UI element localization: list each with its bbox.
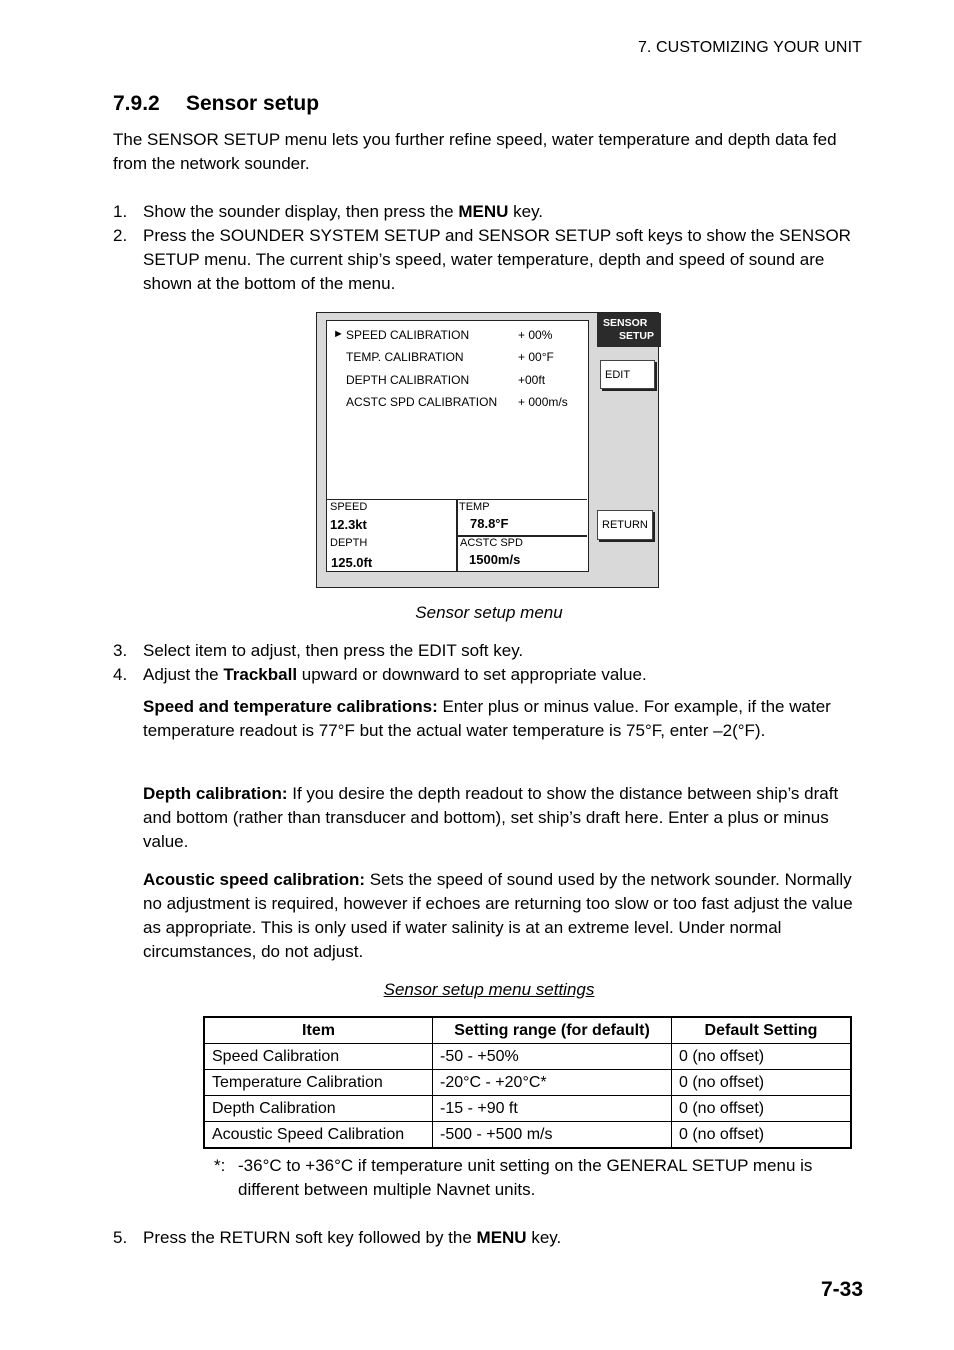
table-row: Temperature Calibration -20°C - +20°C* 0 (no offset): [204, 1070, 851, 1096]
note-acoustic: Acoustic speed calibration: Sets the speed of sound used by the network sounder. Normally no adjustment is required, however if echoes are returning too slow or too fast adjust the value as appropriate. This is only used if water salinity is at an extreme level. Under normal circumstances, do not adjust.: [143, 870, 853, 961]
intro-paragraph: The SENSOR SETUP menu lets you further refine speed, water temperature and depth data fed from the network sounder.: [113, 130, 837, 173]
section-heading: [113, 92, 319, 116]
table-caption: Sensor setup menu settings: [383, 980, 595, 999]
step-5: 5. Press the RETURN soft key followed by the MENU key.: [113, 1226, 873, 1250]
column-header: Item: [204, 1017, 433, 1044]
steps-list-1: [113, 200, 873, 296]
note-depth: Depth calibration: If you desire the depth readout to show the distance between ship’s draft and bottom (rather than transducer and bottom), set ship’s draft here. Enter a plus or minus value.: [143, 784, 839, 851]
section-number: 7.9.2: [113, 92, 160, 115]
step-number: 3.: [113, 641, 128, 660]
menu-item-speed-calibration[interactable]: ► SPEED CALIBRATION + 00%: [333, 328, 553, 342]
table-row: Speed Calibration -50 - +50% 0 (no offset): [204, 1044, 851, 1070]
page-number: 7-33: [820, 1278, 863, 1301]
note-speed-temp: Speed and temperature calibrations: Enter plus or minus value. For example, if the water temperature readout is 77°F but the actual water temperature is 75°F, enter –2(°F).: [143, 697, 831, 740]
edit-softkey[interactable]: EDIT: [600, 360, 655, 389]
step-number: 5.: [113, 1228, 128, 1247]
softkey-title-sensor-setup: SENSOR SETUP: [597, 313, 661, 347]
step-number: 4.: [113, 665, 128, 684]
steps-list-3: [113, 1226, 873, 1250]
key-name: MENU: [458, 202, 509, 221]
footnote-mark: *:: [214, 1156, 226, 1175]
cursor-pointer-icon: ►: [333, 328, 344, 340]
footnote-text: -36°C to +36°C if temperature unit setting on the GENERAL SETUP menu is different between multiple Navnet units.: [238, 1156, 813, 1199]
column-header: Default Setting: [672, 1017, 852, 1044]
steps-list-2: [113, 639, 873, 687]
speed-readout: SPEED 12.3kt: [330, 501, 368, 532]
step-number: 1.: [113, 202, 128, 221]
table-header-row: [204, 1017, 851, 1044]
step-2: 2. Press the SOUNDER SYSTEM SETUP and SENSOR SETUP soft keys to show the SENSOR SETUP menu. The current ship’s speed, water temperature, depth and speed of sound are shown at the bottom of the menu.: [113, 226, 851, 293]
table-row: Acoustic Speed Calibration -500 - +500 m/s 0 (no offset): [204, 1122, 851, 1149]
settings-table: [203, 1016, 852, 1149]
table-footnote: [214, 1154, 854, 1202]
menu-item-depth-calibration[interactable]: DEPTH CALIBRATION +00ft: [346, 373, 546, 387]
acstc-spd-readout: ACSTC SPD 1500m/s: [460, 537, 523, 567]
menu-item-temp-calibration[interactable]: TEMP. CALIBRATION + 00°F: [346, 350, 554, 364]
step-1: 1. Show the sounder display, then press the MENU key.: [113, 200, 873, 224]
step-3: 3. Select item to adjust, then press the EDIT soft key.: [113, 639, 873, 663]
figure-caption: Sensor setup menu: [415, 603, 563, 622]
section-title: Sensor setup: [186, 92, 320, 115]
temp-readout: TEMP 78.8°F: [459, 501, 509, 531]
sensor-setup-screen: [316, 312, 659, 588]
table-row: Depth Calibration -15 - +90 ft 0 (no offset): [204, 1096, 851, 1122]
step-4: 4. Adjust the Trackball upward or downward to set appropriate value.: [113, 663, 873, 687]
menu-item-acstc-spd-calibration[interactable]: ACSTC SPD CALIBRATION + 000m/s: [346, 395, 568, 409]
key-name: MENU: [476, 1228, 527, 1247]
menu-pane: [326, 320, 589, 572]
readout-panel: [327, 499, 587, 572]
column-header: Setting range (for default): [433, 1017, 672, 1044]
step-number: 2.: [113, 226, 128, 245]
running-header: 7. CUSTOMIZING YOUR UNIT: [637, 39, 862, 56]
control-name: Trackball: [223, 665, 298, 684]
return-softkey[interactable]: RETURN: [597, 510, 653, 540]
depth-readout: DEPTH 125.0ft: [330, 537, 373, 570]
